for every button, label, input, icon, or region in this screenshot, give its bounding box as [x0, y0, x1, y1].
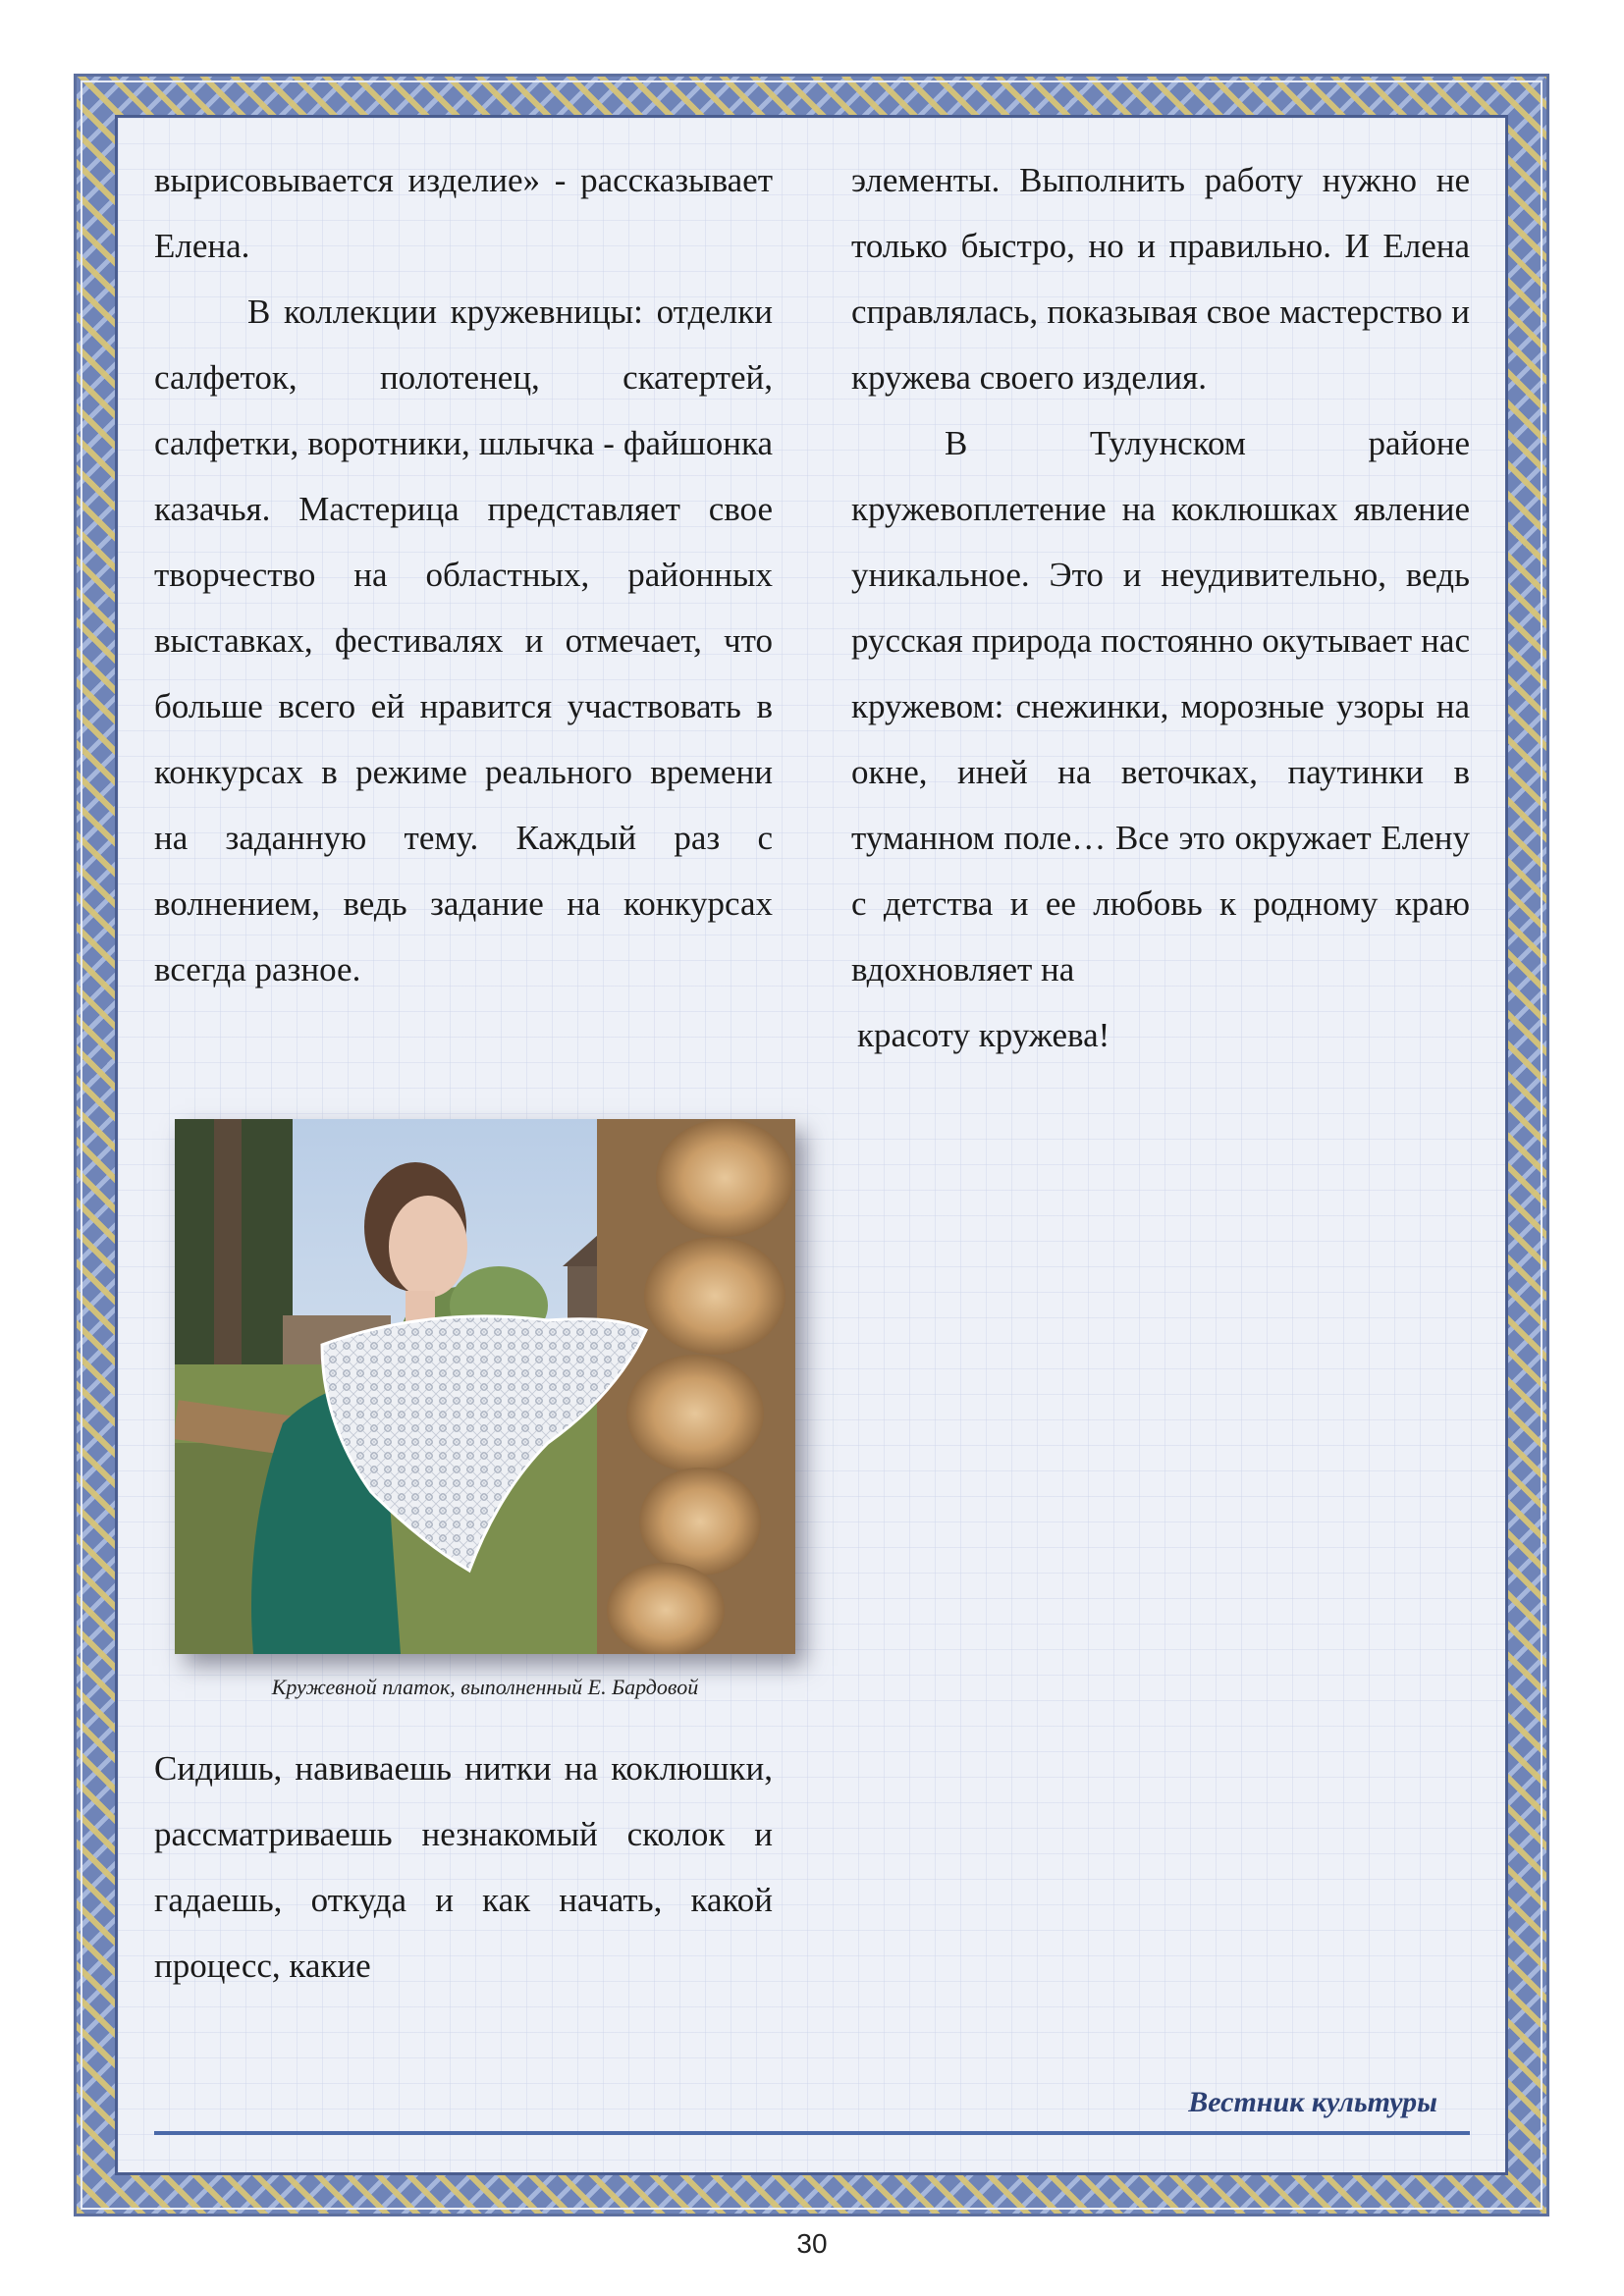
paragraph: В Тулунском районе кружевоплетение на коклюшках явление уникальное. Это и неудивительно, ведь русская природа постоянно окутывает нас кружевом: снежинки, морозные узоры на окне, иней на веточках, паутинки в туманном поле… Все это окружает Елену с детства и ее любовь к родному краю вдохновляет на — [851, 424, 1470, 988]
photo-girl-with-lace-shawl — [175, 1119, 795, 1654]
publication-title: Вестник культуры — [1188, 2086, 1437, 2118]
paragraph: вырисовывается изделие» - рассказывает Елена. — [154, 161, 773, 265]
footer-divider — [154, 2131, 1470, 2135]
right-column — [851, 147, 1470, 1068]
paragraph: Сидишь, навиваешь нитки на коклюшки, рассматриваешь незнакомый сколок и гадаешь, откуда и как начать, какой процесс, какие — [154, 1749, 773, 1985]
paragraph: элементы. Выполнить работу нужно не только быстро, но и правильно. И Елена справлялась, показывая свое мастерство и кружева своего изделия. — [851, 161, 1470, 397]
photo-caption: Кружевной платок, выполненный Е. Бардовой — [271, 1675, 699, 1699]
photo-girl-with-lace-shawl-icon — [175, 1119, 795, 1654]
left-column-bottom — [154, 1735, 773, 1999]
paragraph: красоту кружева! — [857, 1016, 1110, 1054]
left-column-top — [154, 147, 773, 1002]
paragraph: В коллекции кружевницы: отделки салфеток, полотенец, скатертей, салфетки, воротники, шлычка - файшонка казачья. Мастерица представляет свое творчество на областных, районных выставках, фестивалях и отмечает, что больше всего ей нравится участвовать в конкурсах в режиме реального времени на заданную тему. Каждый раз с волнением, ведь задание на конкурсах всегда разное. — [154, 293, 773, 988]
page-number: 30 — [796, 2228, 828, 2259]
